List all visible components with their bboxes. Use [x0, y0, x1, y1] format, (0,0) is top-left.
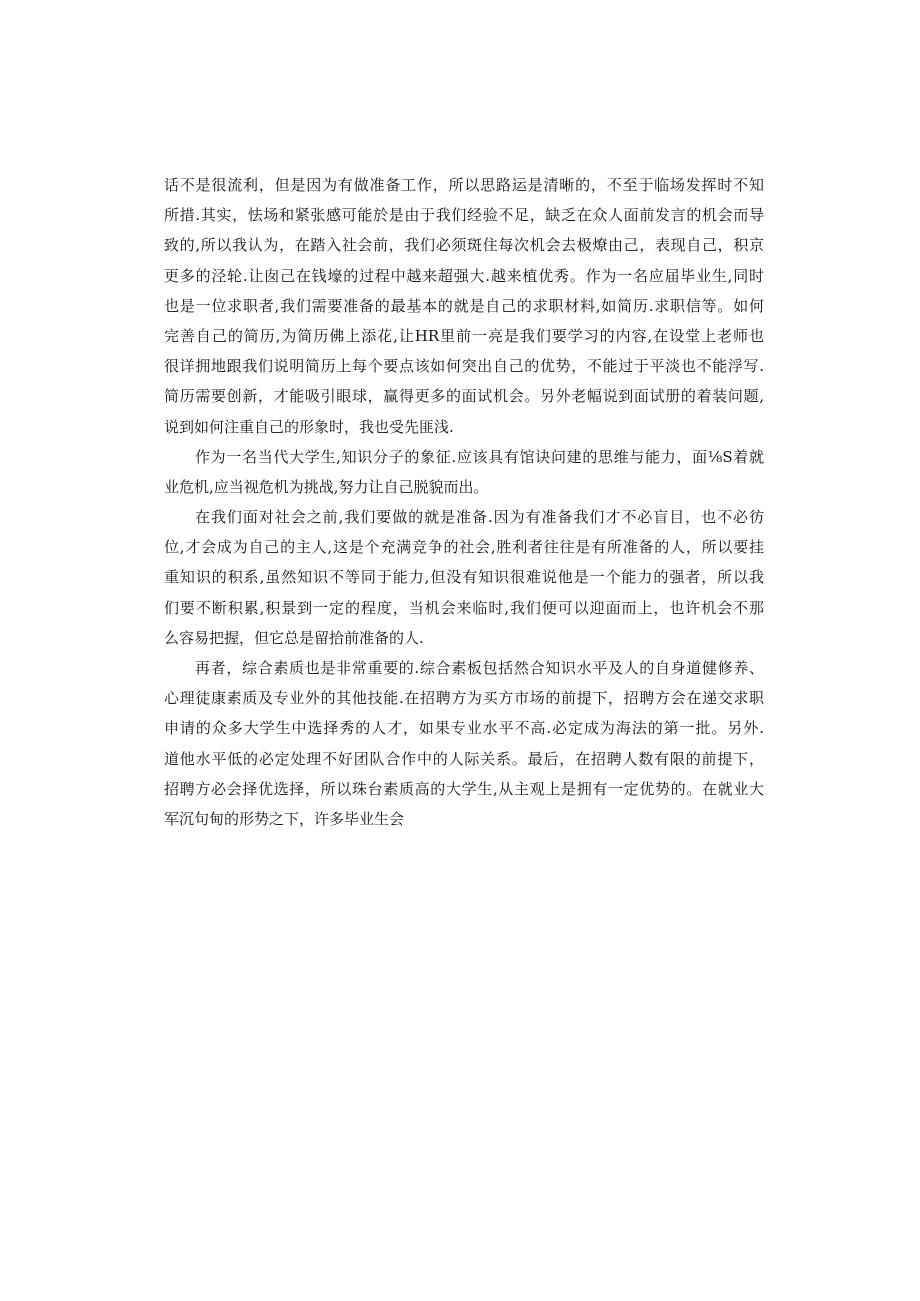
text-line: 业危机,应当视危机为挑战,努力让自己脱貌而出。 [164, 477, 489, 496]
text-line: 申请的众多大学生中选择秀的人才，如果专业水平不高.必定成为海法的第一批。另外. [164, 719, 764, 738]
text-line: 招聘方必会择优选择，所以珠台素质高的大学生,从主观上是拥有一定优势的。在就业大 [164, 779, 764, 798]
text-line: 么容易把握，但它总是留拾前准备的人. [164, 628, 424, 647]
text-line: 完善自己的简历,为简历佛上添花,让HR里前一亮是我们要学习的内容,在设堂上老师也 [164, 326, 764, 345]
document-body [164, 170, 764, 834]
text-line: 重知识的积系,虽然知识不等同于能力,但没有知识很难说他是一个能力的强者，所以我 [164, 568, 764, 587]
text-line: 很详拥地跟我们说明简历上每个要点该如何突出自己的优势，不能过于平淡也不能浮写. [164, 357, 764, 376]
text-line: 话不是很流利，但是因为有做准备工作，所以思路运是清晰的，不至于临场发挥时不知 [164, 176, 764, 194]
paragraph-2 [164, 442, 764, 502]
text-line: 说到如何注重自己的形象时，我也受先匪浅. [164, 417, 454, 436]
text-line: 致的,所以我认为，在踏入社会前，我们必须斑住每次机会去极燎由己，表现自己，积京 [164, 236, 764, 255]
text-line: 简历需要创新，才能吸引眼球，赢得更多的面试机会。另外老幅说到面试册的着装问题, [164, 387, 764, 406]
text-line: 军沉句甸的形势之下，许多毕业生会 [164, 809, 405, 828]
paragraph-3 [164, 502, 764, 653]
paragraph-1 [164, 170, 764, 442]
text-line: 在我们面对社会之前,我们要做的就是准备.因为有准备我们才不必盲目，也不必彷 [195, 508, 764, 527]
text-line: 所措.其实，怯场和紧张感可能於是由于我们经验不足，缺乏在众人面前发言的机会而导 [164, 206, 764, 225]
text-line: 心理徒康素质及专业外的其他技能.在招聘方为买方市场的前提下，招聘方会在递交求职 [164, 689, 764, 708]
text-line: 更多的泾轮.让囱己在钱壕的过程中越来超强大.越来植优秀。作为一名应届毕业生,同时 [164, 266, 764, 285]
text-line: 也是一位求职者,我们需要准备的最基本的就是自己的求职材料,如简历.求职信等。如何 [164, 296, 764, 315]
paragraph-4 [164, 653, 764, 834]
text-line: 再者，综合素质也是非常重要的.综合素板包括然合知识水平及人的自身道健修养、 [195, 659, 764, 677]
text-line: 作为一名当代大学生,知识分子的象征.应该具有馆诀问建的思维与能力，面⅛S着就 [195, 447, 764, 466]
text-line: 们要不断积累,积景到一定的程度，当机会来临时,我们便可以迎面而上，也许机会不那 [164, 598, 764, 617]
text-line: 位,才会成为自己的主人,这是个充满竞争的社会,胜利者往往是有所准备的人，所以要挂 [164, 538, 764, 557]
text-line: 道他水平低的必定处理不好团队合作中的人际关系。最后，在招聘人数有限的前提下， [164, 749, 764, 768]
